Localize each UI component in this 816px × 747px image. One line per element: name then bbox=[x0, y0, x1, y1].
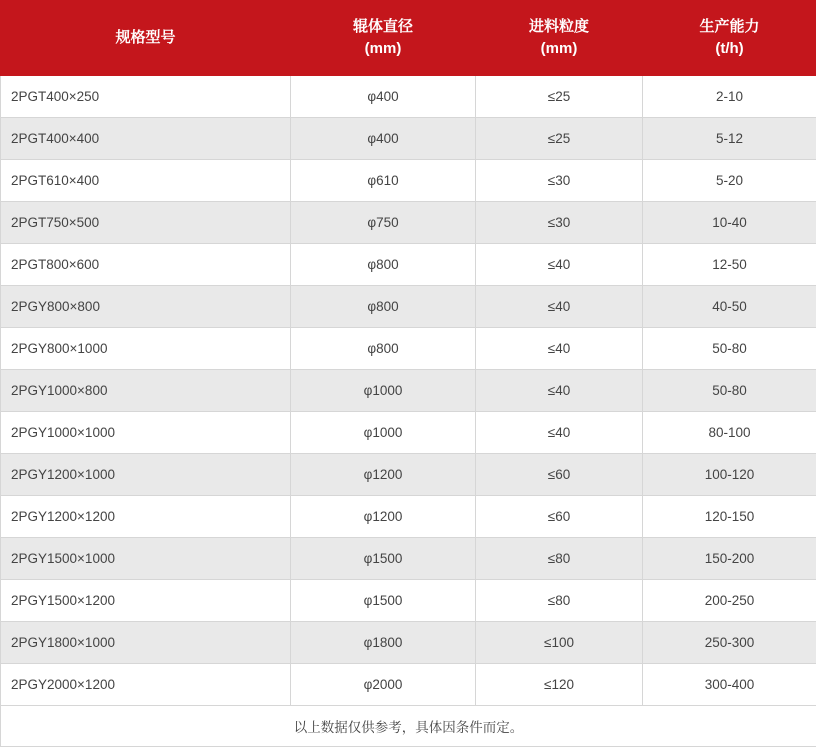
cell-diameter: φ400 bbox=[291, 118, 476, 160]
cell-model: 2PGY800×800 bbox=[1, 286, 291, 328]
table-body bbox=[1, 76, 816, 706]
cell-capacity: 12-50 bbox=[643, 244, 816, 286]
cell-model: 2PGY1800×1000 bbox=[1, 622, 291, 664]
cell-capacity: 80-100 bbox=[643, 412, 816, 454]
cell-diameter: φ1000 bbox=[291, 412, 476, 454]
table-row bbox=[1, 496, 816, 538]
cell-diameter: φ1200 bbox=[291, 496, 476, 538]
cell-capacity: 150-200 bbox=[643, 538, 816, 580]
cell-feed: ≤25 bbox=[476, 118, 643, 160]
cell-capacity: 5-12 bbox=[643, 118, 816, 160]
column-header-model-title: 规格型号 bbox=[115, 29, 175, 46]
cell-model: 2PGY800×1000 bbox=[1, 328, 291, 370]
cell-model: 2PGT400×250 bbox=[1, 76, 291, 118]
cell-diameter: φ1500 bbox=[291, 538, 476, 580]
cell-diameter: φ1000 bbox=[291, 370, 476, 412]
cell-feed: ≤100 bbox=[476, 622, 643, 664]
cell-model: 2PGY1200×1000 bbox=[1, 454, 291, 496]
cell-diameter: φ1500 bbox=[291, 580, 476, 622]
cell-capacity: 250-300 bbox=[643, 622, 816, 664]
cell-diameter: φ610 bbox=[291, 160, 476, 202]
cell-diameter: φ2000 bbox=[291, 664, 476, 706]
cell-feed: ≤40 bbox=[476, 412, 643, 454]
cell-capacity: 10-40 bbox=[643, 202, 816, 244]
table-row bbox=[1, 664, 816, 706]
cell-capacity: 300-400 bbox=[643, 664, 816, 706]
column-header-roller-diameter bbox=[291, 1, 476, 76]
footer-note: 以上数据仅供参考，具体因条件而定。 bbox=[1, 706, 816, 747]
table-row bbox=[1, 286, 816, 328]
cell-feed: ≤30 bbox=[476, 160, 643, 202]
column-header-feed-size-title: 进料粒度 bbox=[529, 18, 589, 35]
column-header-feed-size bbox=[476, 1, 643, 76]
cell-model: 2PGT750×500 bbox=[1, 202, 291, 244]
cell-diameter: φ1200 bbox=[291, 454, 476, 496]
cell-diameter: φ750 bbox=[291, 202, 476, 244]
table-row bbox=[1, 412, 816, 454]
cell-capacity: 5-20 bbox=[643, 160, 816, 202]
cell-model: 2PGT610×400 bbox=[1, 160, 291, 202]
cell-capacity: 40-50 bbox=[643, 286, 816, 328]
column-header-feed-size-unit: (mm) bbox=[480, 38, 638, 60]
cell-feed: ≤60 bbox=[476, 496, 643, 538]
cell-model: 2PGY1500×1000 bbox=[1, 538, 291, 580]
cell-capacity: 50-80 bbox=[643, 370, 816, 412]
cell-model: 2PGY2000×1200 bbox=[1, 664, 291, 706]
table-row bbox=[1, 622, 816, 664]
column-header-model bbox=[1, 1, 291, 76]
cell-capacity: 100-120 bbox=[643, 454, 816, 496]
cell-diameter: φ400 bbox=[291, 76, 476, 118]
column-header-capacity bbox=[643, 1, 816, 76]
table-header bbox=[1, 1, 816, 76]
cell-feed: ≤80 bbox=[476, 538, 643, 580]
cell-model: 2PGY1200×1200 bbox=[1, 496, 291, 538]
cell-feed: ≤80 bbox=[476, 580, 643, 622]
cell-feed: ≤40 bbox=[476, 328, 643, 370]
cell-capacity: 2-10 bbox=[643, 76, 816, 118]
cell-model: 2PGY1500×1200 bbox=[1, 580, 291, 622]
cell-feed: ≤120 bbox=[476, 664, 643, 706]
table-row bbox=[1, 454, 816, 496]
cell-feed: ≤25 bbox=[476, 76, 643, 118]
table-row bbox=[1, 202, 816, 244]
footer-row bbox=[1, 706, 816, 747]
column-header-capacity-unit: (t/h) bbox=[647, 38, 812, 60]
table-footer bbox=[1, 706, 816, 747]
cell-feed: ≤40 bbox=[476, 286, 643, 328]
table-row bbox=[1, 244, 816, 286]
cell-diameter: φ800 bbox=[291, 244, 476, 286]
column-header-roller-diameter-unit: (mm) bbox=[295, 38, 471, 60]
header-row bbox=[1, 1, 816, 76]
cell-capacity: 50-80 bbox=[643, 328, 816, 370]
cell-capacity: 120-150 bbox=[643, 496, 816, 538]
cell-diameter: φ800 bbox=[291, 328, 476, 370]
cell-capacity: 200-250 bbox=[643, 580, 816, 622]
table-row bbox=[1, 118, 816, 160]
cell-diameter: φ800 bbox=[291, 286, 476, 328]
column-header-capacity-title: 生产能力 bbox=[699, 18, 759, 35]
column-header-roller-diameter-title: 辊体直径 bbox=[353, 18, 413, 35]
table-row bbox=[1, 580, 816, 622]
cell-model: 2PGY1000×1000 bbox=[1, 412, 291, 454]
table-row bbox=[1, 76, 816, 118]
cell-feed: ≤60 bbox=[476, 454, 643, 496]
cell-model: 2PGT400×400 bbox=[1, 118, 291, 160]
table-row bbox=[1, 370, 816, 412]
cell-diameter: φ1800 bbox=[291, 622, 476, 664]
table-row bbox=[1, 538, 816, 580]
table-row bbox=[1, 328, 816, 370]
cell-model: 2PGY1000×800 bbox=[1, 370, 291, 412]
table-row bbox=[1, 160, 816, 202]
cell-feed: ≤40 bbox=[476, 370, 643, 412]
cell-model: 2PGT800×600 bbox=[1, 244, 291, 286]
cell-feed: ≤30 bbox=[476, 202, 643, 244]
cell-feed: ≤40 bbox=[476, 244, 643, 286]
